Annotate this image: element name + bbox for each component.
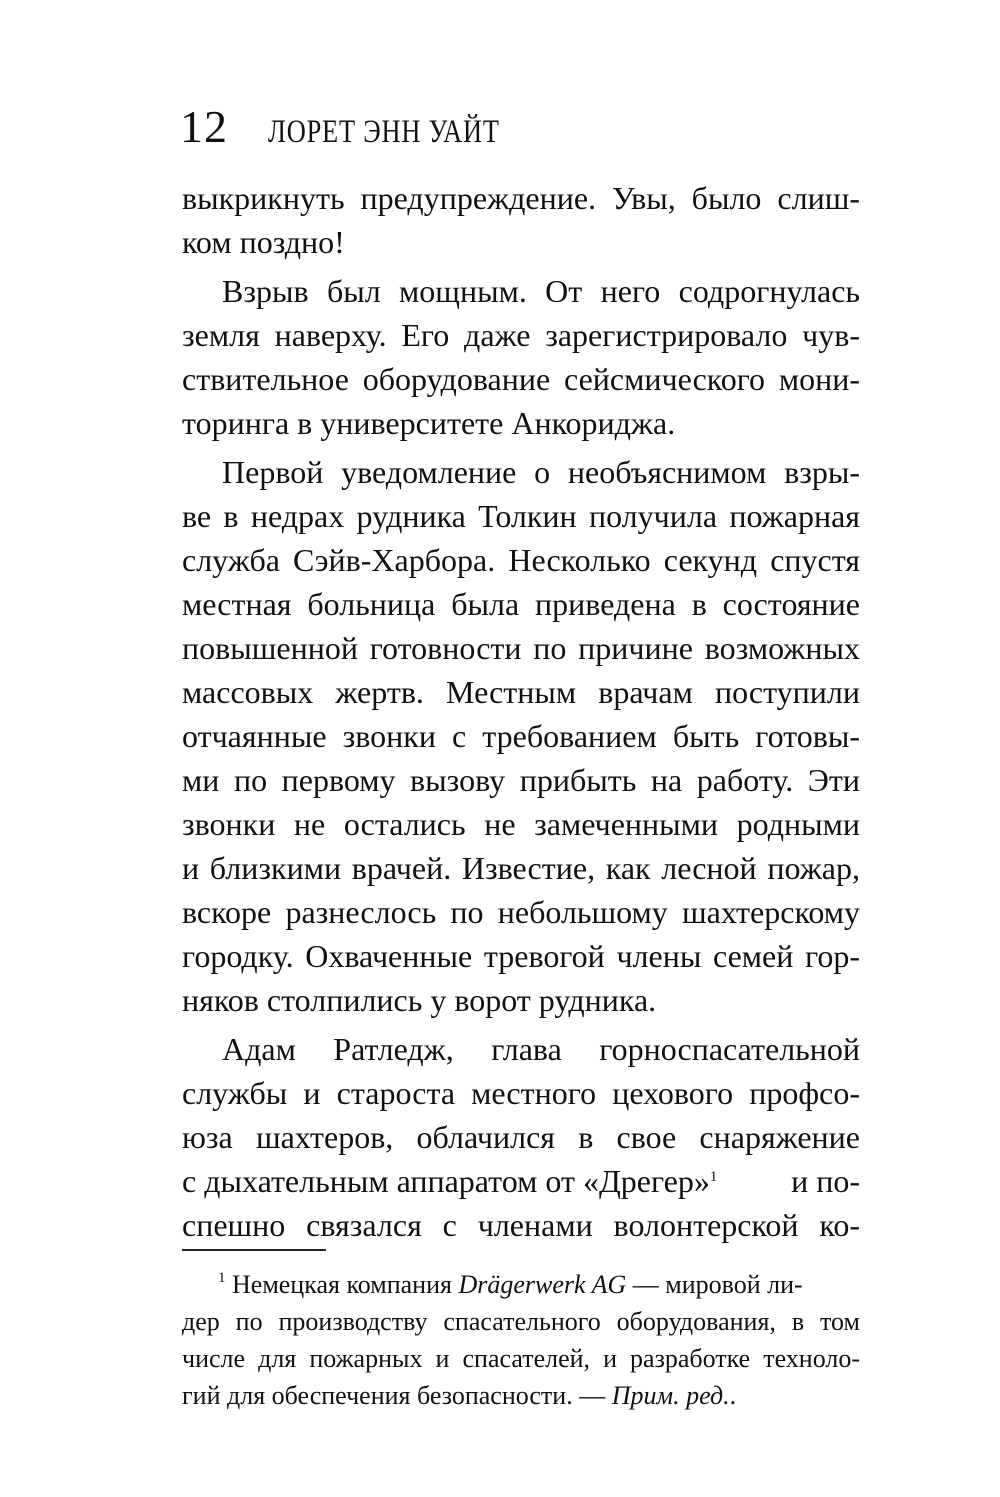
company-name: Drägerwerk AG: [458, 1270, 627, 1299]
author-name: ЛОРЕТ ЭНН УАЙТ: [268, 114, 500, 150]
text-line: повышенной готовности по причине возможных: [182, 630, 860, 666]
text-line: массовых жертв. Местным врачам поступили: [182, 674, 860, 710]
body-text: [182, 176, 860, 1247]
footnote-divider: [182, 1249, 326, 1251]
footnote-text: .: [729, 1381, 737, 1410]
text-line: ком поздно!: [182, 224, 345, 260]
line-text: с дыхательным аппаратом от «Дрегер»: [182, 1163, 710, 1199]
text-line: служба Сэйв-Харбора. Несколько секунд спустя: [182, 542, 860, 578]
text-line: няков столпились у ворот рудника.: [182, 982, 657, 1018]
text-line: спешно связался с членами волонтерской ко-: [182, 1207, 860, 1243]
line-part: [182, 1159, 717, 1203]
editor-note: Прим. ред.: [611, 1381, 730, 1410]
footnote-line: дер по производству спасательного оборудования, в том: [182, 1307, 860, 1336]
footnote-marker[interactable]: 1: [709, 1169, 718, 1185]
text-line: городку. Охваченные тревогой члены семей гор-: [182, 938, 860, 974]
text-line: местная больница была приведена в состояние: [182, 586, 860, 622]
footnote: [182, 1266, 860, 1414]
text-line: ствительное оборудование сейсмического мони-: [182, 361, 860, 397]
text-line: отчаянные звонки с требованием быть готовы-: [182, 718, 860, 754]
text-line: вскоре разнеслось по небольшому шахтерскому: [182, 894, 860, 930]
text-line: ве в недрах рудника Толкин получила пожарная: [182, 498, 860, 534]
footnote-text: — мировой ли-: [632, 1270, 803, 1299]
text-line: [182, 1159, 860, 1203]
footnote-line: [182, 1266, 860, 1303]
page-number: 12: [180, 101, 228, 152]
text-line: юза шахтеров, облачился в свое снаряжение: [182, 1119, 860, 1155]
footnote-line: числе для пожарных и спасателей, и разработке техноло-: [182, 1344, 860, 1373]
text-line: торинга в университете Анкориджа.: [182, 405, 676, 441]
text-line: и близкими врачей. Известие, как лесной пожар,: [182, 850, 860, 886]
text-line: Первой уведомление о необъяснимом взры-: [222, 454, 860, 490]
footnote-number: 1: [218, 1270, 226, 1286]
footnote-text: гий для обеспечения безопасности. —: [182, 1381, 606, 1410]
line-part: и по-: [791, 1163, 860, 1199]
text-line: звонки не остались не замеченными родными: [182, 806, 860, 842]
text-line: земля наверху. Его даже зарегистрировало чув-: [182, 317, 860, 353]
text-line: Адам Ратледж, глава горноспасательной: [222, 1031, 860, 1067]
footnote-line: [182, 1377, 860, 1414]
text-line: службы и староста местного цехового профсо-: [182, 1075, 860, 1111]
footnote-text: Немецкая компания: [232, 1270, 452, 1299]
text-line: выкрикнуть предупреждение. Увы, было слиш-: [182, 180, 860, 216]
text-line: Взрыв был мощным. От него содрогнулась: [222, 273, 860, 309]
text-line: ми по первому вызову прибыть на работу. Эти: [182, 762, 860, 798]
running-head: [180, 100, 558, 160]
